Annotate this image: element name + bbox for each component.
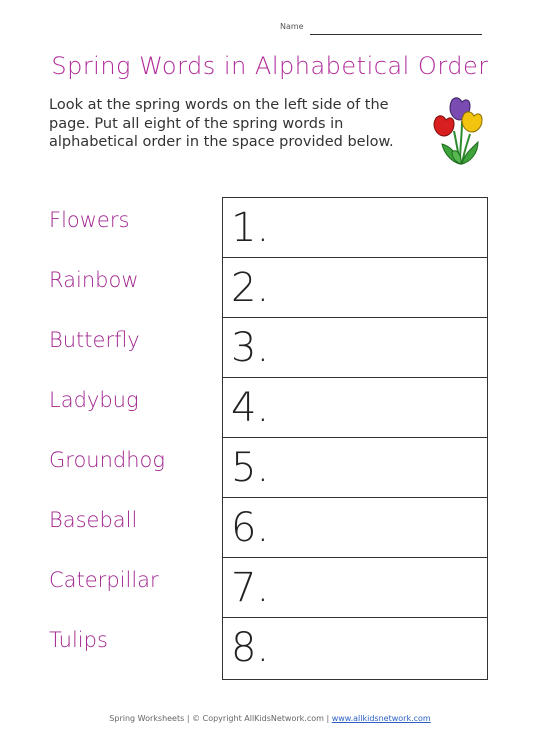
answer-number: 2. [231, 265, 270, 311]
footer [0, 714, 540, 723]
footer-copyright: © Copyright AllKidsNetwork.com [192, 714, 324, 723]
instructions-line: Look at the spring words on the left side of the [49, 97, 389, 113]
footer-section: Spring Worksheets [109, 714, 185, 723]
spring-word: Tulips [49, 628, 108, 652]
answer-row[interactable] [223, 618, 487, 678]
page-title: Spring Words in Alphabetical Order [51, 52, 489, 80]
name-label: Name [280, 22, 304, 31]
answer-row[interactable] [223, 438, 487, 498]
tulip-bouquet-icon [432, 96, 488, 166]
footer-link[interactable]: www.allkidsnetwork.com [331, 714, 431, 723]
footer-separator: | [323, 714, 332, 723]
instructions [49, 96, 419, 152]
answer-row[interactable] [223, 318, 487, 378]
spring-word: Caterpillar [49, 568, 159, 592]
answer-row[interactable] [223, 558, 487, 618]
spring-word: Butterfly [49, 328, 140, 352]
spring-word: Flowers [49, 208, 130, 232]
answer-number: 1. [231, 205, 270, 251]
answer-row[interactable] [223, 198, 487, 258]
answer-box [222, 197, 488, 680]
instructions-line: page. Put all eight of the spring words in [49, 115, 344, 132]
answer-row[interactable] [223, 378, 487, 438]
answer-row[interactable] [223, 258, 487, 318]
spring-word: Groundhog [49, 448, 166, 472]
name-line[interactable] [310, 34, 482, 35]
spring-word: Rainbow [49, 268, 139, 292]
answer-number: 7. [231, 565, 270, 611]
answer-number: 3. [231, 325, 270, 371]
answer-row[interactable] [223, 498, 487, 558]
answer-number: 4. [231, 385, 270, 431]
instructions-line: alphabetical order in the space provided below. [49, 134, 394, 150]
answer-number: 8. [231, 625, 270, 671]
footer-separator: | [184, 714, 193, 723]
spring-word: Baseball [49, 508, 138, 532]
answer-number: 5. [231, 445, 270, 491]
spring-word: Ladybug [49, 388, 139, 412]
answer-number: 6. [231, 505, 270, 551]
